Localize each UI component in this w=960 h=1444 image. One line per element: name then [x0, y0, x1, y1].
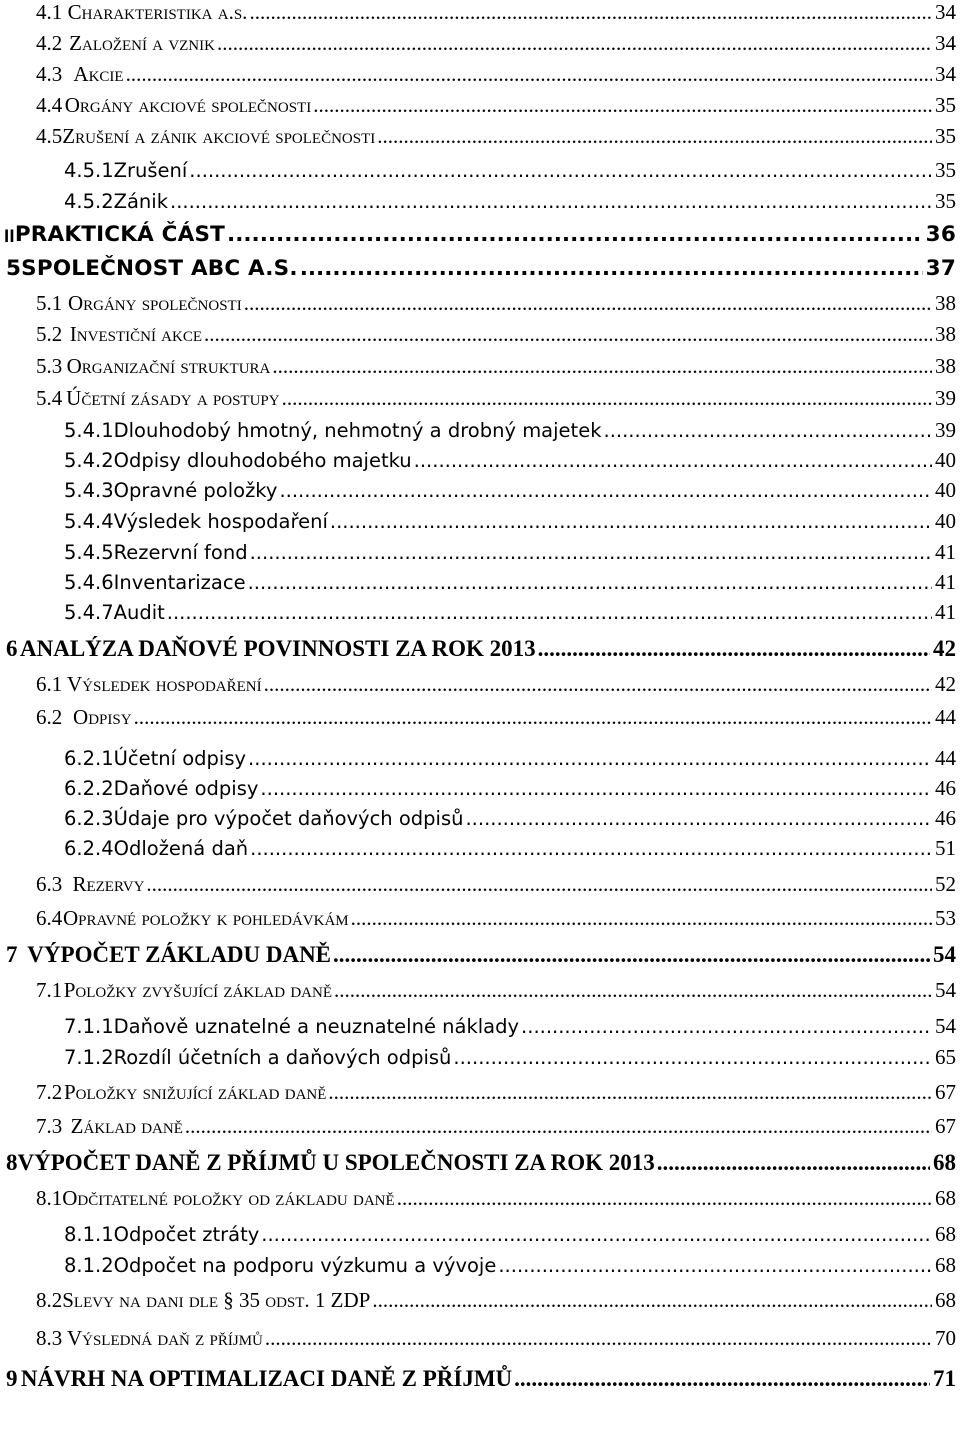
dot-leader [300, 256, 923, 281]
toc-entry-page-number: 42 [933, 636, 956, 661]
toc-entry-title: ANALÝZA DAŇOVÉ POVINNOSTI ZA ROK 2013 [20, 636, 536, 661]
toc-entry-title: Rozdíl účetních a daňových odpisů [113, 1046, 452, 1069]
toc-entry-page-number: 71 [933, 1366, 956, 1391]
toc-entry-number: 7.1.2 [64, 1046, 114, 1069]
toc-entry[interactable] [0, 1080, 956, 1110]
toc-entry-title: Rezervy [72, 872, 145, 896]
toc-entry-title: Daňově uznatelné a neuznatelné náklady [113, 1015, 520, 1038]
dot-leader [167, 601, 932, 624]
toc-entry-title: Organizační struktura [66, 354, 271, 378]
dot-leader [351, 906, 932, 931]
toc-entry-number: 7 [6, 942, 18, 967]
toc-entry-page-number: 42 [935, 672, 956, 696]
toc-entry-number: 5.4.7 [64, 601, 114, 624]
toc-entry-number: 4.3 [36, 62, 63, 86]
dot-leader [189, 159, 932, 182]
toc-entry-title: Opravné položky [113, 479, 278, 502]
toc-entry-title: Odpočet ztráty [113, 1223, 260, 1246]
toc-entry[interactable] [0, 93, 956, 123]
toc-entry-number: 6 [6, 636, 18, 661]
toc-entry[interactable] [0, 1222, 956, 1252]
toc-entry-number: 4.1 [36, 0, 63, 24]
toc-entry-title: Audit [113, 601, 165, 624]
toc-entry-number: 8.1 [36, 1186, 63, 1210]
toc-entry-title: Orgány společnosti [67, 291, 242, 315]
toc-entry-number: 8.1.1 [64, 1223, 114, 1246]
toc-entry-page-number: 39 [935, 386, 956, 410]
toc-entry-number: 5.1 [36, 291, 63, 315]
toc-entry-title: NÁVRH NA OPTIMALIZACI DANĚ Z PŘÍJMŮ [20, 1366, 513, 1391]
dot-leader [498, 1254, 932, 1277]
dot-leader [260, 777, 932, 800]
toc-entry-number: 5.4.4 [64, 510, 114, 533]
toc-entry-page-number: 35 [935, 124, 956, 148]
toc-entry[interactable] [0, 1014, 956, 1044]
toc-entry-page-number: 38 [935, 354, 956, 378]
toc-entry-title: PRAKTICKÁ ČÁST [14, 222, 226, 247]
toc-entry-page-number: 54 [935, 1014, 956, 1038]
toc-entry[interactable] [0, 322, 956, 352]
toc-entry-page-number: 54 [933, 942, 956, 967]
toc-entry-title: Charakteristika a.s. [67, 0, 248, 24]
toc-entry-page-number: 36 [925, 222, 956, 247]
toc-entry-number: II [4, 227, 15, 247]
toc-entry-number: 5 [6, 256, 22, 281]
toc-entry-title: Zánik [113, 190, 169, 213]
toc-entry-page-number: 41 [935, 540, 956, 564]
toc-entry-title: Účetní zásady a postupy [66, 386, 280, 410]
toc-entry-number: 8.3 [36, 1326, 63, 1350]
dot-leader [272, 354, 932, 379]
toc-entry-number: 8.2 [36, 1288, 63, 1312]
toc-entry-title: VÝPOČET ZÁKLADU DANĚ [27, 942, 332, 967]
toc-entry-number: 7.1.1 [64, 1015, 114, 1038]
toc-entry-title: Odpisy [73, 705, 132, 729]
dot-leader [250, 541, 932, 564]
toc-entry[interactable] [0, 1326, 956, 1356]
toc-entry[interactable] [0, 1288, 956, 1318]
toc-entry-title: Výsledná daň z příjmů [66, 1326, 263, 1350]
toc-entry-page-number: 68 [935, 1288, 956, 1312]
toc-entry-title: Orgány akciové společnosti [64, 93, 312, 117]
toc-entry[interactable] [0, 124, 956, 154]
toc-entry-number: 4.2 [36, 31, 63, 55]
toc-entry-page-number: 35 [935, 189, 956, 213]
toc-entry-number: 5.3 [36, 354, 63, 378]
toc-entry-number: 7.3 [36, 1114, 63, 1138]
toc-entry-title: Položky snižující základ daně [64, 1080, 327, 1104]
dot-leader [264, 672, 932, 697]
toc-entry-page-number: 38 [935, 291, 956, 315]
toc-entry-page-number: 52 [935, 872, 956, 896]
toc-entry[interactable] [0, 509, 956, 539]
toc-entry-page-number: 37 [925, 256, 956, 281]
toc-entry-page-number: 34 [935, 31, 956, 55]
dot-leader [217, 31, 932, 56]
toc-entry-page-number: 39 [935, 418, 956, 442]
toc-entry-title: Odpočet na podporu výzkumu a vývoje [113, 1254, 497, 1277]
toc-entry-title: Výsledek hospodaření [113, 510, 328, 533]
toc-entry-page-number: 53 [935, 906, 956, 930]
toc-entry-title: Dlouhodobý hmotný, nehmotný a drobný majetek [113, 419, 602, 442]
toc-entry-number: 5.4.6 [64, 571, 114, 594]
toc-entry[interactable] [0, 746, 956, 776]
dot-leader [261, 1223, 932, 1246]
toc-entry-number: 9 [6, 1366, 18, 1391]
toc-entry-title: Zrušení a zánik akciové společnosti [62, 124, 376, 148]
dot-leader [604, 419, 933, 442]
toc-entry-page-number: 35 [935, 93, 956, 117]
toc-entry-page-number: 41 [935, 570, 956, 594]
toc-entry[interactable] [0, 256, 956, 286]
toc-entry-number: 5.4.5 [64, 541, 114, 564]
toc-entry[interactable] [0, 291, 956, 321]
dot-leader [244, 291, 932, 316]
toc-entry-number: 6.2.3 [64, 807, 114, 830]
toc-entry-page-number: 41 [935, 600, 956, 624]
toc-entry-number: 4.5 [36, 124, 63, 148]
toc-entry[interactable] [0, 942, 956, 972]
toc-entry-title: Odpisy dlouhodobého majetku [113, 449, 412, 472]
toc-entry-title: VÝPOČET DANĚ Z PŘÍJMŮ U SPOLEČNOSTI ZA ROK 2013 [17, 1150, 655, 1175]
toc-entry-title: Účetní odpisy [113, 747, 247, 770]
toc-entry[interactable] [0, 636, 956, 666]
toc-entry-number: 4.5.1 [64, 159, 114, 182]
toc-entry[interactable] [0, 906, 956, 936]
toc-entry[interactable] [0, 189, 956, 219]
dot-leader [414, 449, 932, 472]
toc-entry-title: Základ daně [70, 1114, 183, 1138]
toc-entry[interactable] [0, 978, 956, 1008]
toc-entry-page-number: 70 [935, 1326, 956, 1350]
toc-entry[interactable] [0, 31, 956, 61]
toc-entry[interactable] [0, 158, 956, 188]
toc-entry-page-number: 65 [935, 1045, 956, 1069]
toc-entry-number: 5.4.2 [64, 449, 114, 472]
dot-leader [248, 571, 932, 594]
toc-entry-number: 5.4 [36, 386, 63, 410]
toc-entry-title: Založení a vznik [69, 31, 215, 55]
dot-leader [377, 124, 932, 149]
toc-entry-number: 5.2 [36, 322, 63, 346]
toc-entry[interactable] [0, 672, 956, 702]
toc-entry[interactable] [0, 806, 956, 836]
toc-entry-page-number: 44 [935, 746, 956, 770]
dot-leader [227, 222, 923, 247]
dot-leader [204, 322, 932, 347]
toc-entry[interactable] [0, 1150, 956, 1180]
toc-entry-number: 5.4.1 [64, 419, 114, 442]
toc-entry-title: Odložená daň [113, 837, 249, 860]
dot-leader [250, 837, 932, 860]
dot-leader [279, 479, 932, 502]
toc-entry[interactable] [0, 354, 956, 384]
dot-leader [328, 1080, 932, 1105]
toc-entry-page-number: 54 [935, 978, 956, 1002]
toc-entry-number: 6.1 [36, 672, 63, 696]
toc-entry[interactable] [0, 448, 956, 478]
toc-entry[interactable] [0, 386, 956, 416]
dot-leader [282, 386, 932, 411]
toc-entry-page-number: 67 [934, 1114, 956, 1138]
dot-leader [248, 747, 932, 770]
toc-entry-page-number: 40 [935, 509, 956, 533]
dot-leader [333, 942, 930, 968]
dot-leader [313, 93, 932, 118]
dot-leader [657, 1150, 930, 1176]
toc-entry-page-number: 68 [935, 1222, 956, 1246]
toc-entry-title: Rezervní fond [113, 541, 248, 564]
toc-entry-title: Položky zvyšující základ daně [63, 978, 332, 1002]
toc-entry-title: Inventarizace [113, 571, 246, 594]
dot-leader [465, 807, 932, 830]
dot-leader [453, 1046, 932, 1069]
toc-entry[interactable] [0, 872, 956, 902]
toc-entry-page-number: 35 [935, 158, 956, 182]
toc-entry-page-number: 46 [935, 806, 956, 830]
toc-entry-page-number: 34 [935, 0, 956, 24]
dot-leader [397, 1186, 932, 1211]
toc-entry[interactable] [0, 600, 956, 630]
toc-entry-number: 6.2.1 [64, 747, 114, 770]
dot-leader [146, 872, 932, 897]
toc-entry-title: SPOLEČNOST ABC A.S. [21, 256, 298, 281]
toc-entry-number: 8 [6, 1150, 18, 1175]
toc-entry[interactable] [0, 540, 956, 570]
toc-entry-page-number: 40 [935, 448, 956, 472]
toc-entry-page-number: 40 [935, 478, 956, 502]
toc-entry-number: 7.1 [36, 978, 63, 1002]
dot-leader [170, 190, 932, 213]
dot-leader [334, 978, 932, 1003]
toc-entry-title: Odčitatelné položky od základu daně [62, 1186, 395, 1210]
dot-leader [521, 1015, 932, 1038]
toc-entry-title: Výsledek hospodaření [67, 672, 262, 696]
toc-entry[interactable] [0, 776, 956, 806]
dot-leader [514, 1366, 930, 1392]
toc-entry-page-number: 51 [935, 836, 956, 860]
toc-entry-page-number: 68 [933, 1150, 956, 1175]
toc-entry[interactable] [0, 570, 956, 600]
dot-leader [372, 1288, 932, 1313]
dot-leader [249, 0, 932, 25]
toc-entry-page-number: 68 [935, 1186, 956, 1210]
toc-entry-title: Akcie [73, 62, 124, 86]
toc-entry[interactable] [0, 478, 956, 508]
toc-entry[interactable] [0, 1253, 956, 1283]
toc-entry-number: 5.4.3 [64, 479, 114, 502]
toc-entry[interactable] [0, 418, 956, 448]
toc-entry-number: 6.4 [36, 906, 63, 930]
toc-entry-number: 4.4 [36, 93, 63, 117]
toc-entry-number: 4.5.2 [64, 190, 114, 213]
toc-entry-title: Zrušení [113, 159, 188, 182]
toc-entry[interactable] [0, 836, 956, 866]
toc-entry-number: 8.1.2 [64, 1254, 114, 1277]
toc-entry-page-number: 67 [935, 1080, 956, 1104]
toc-entry-title: Údaje pro výpočet daňových odpisů [113, 807, 464, 830]
dot-leader [185, 1114, 932, 1139]
toc-entry-title: Slevy na dani dle § 35 odst. 1 ZDP [62, 1288, 371, 1312]
toc-entry-page-number: 44 [935, 705, 956, 729]
toc-entry[interactable] [0, 1186, 956, 1216]
toc-entry[interactable] [0, 222, 956, 252]
toc-entry[interactable] [0, 0, 956, 30]
dot-leader [538, 636, 930, 662]
dot-leader [265, 1326, 932, 1351]
toc-entry-number: 7.2 [36, 1080, 63, 1104]
toc-entry-page-number: 46 [935, 776, 956, 800]
toc-entry[interactable] [0, 1114, 956, 1144]
toc-entry[interactable] [0, 62, 956, 92]
toc-entry-number: 6.2 [36, 705, 63, 729]
toc-entry[interactable] [0, 1366, 956, 1396]
toc-entry-number: 6.3 [36, 872, 63, 896]
toc-entry-page-number: 34 [935, 62, 956, 86]
dot-leader [134, 705, 932, 730]
toc-entry-title: Investiční akce [69, 322, 203, 346]
toc-entry-title: Opravné položky k pohledávkám [62, 906, 349, 930]
toc-entry[interactable] [0, 705, 956, 735]
toc-entry-number: 6.2.2 [64, 777, 114, 800]
dot-leader [330, 510, 932, 533]
toc-entry-page-number: 68 [935, 1253, 956, 1277]
dot-leader [126, 62, 932, 87]
toc-entry-page-number: 38 [935, 322, 956, 346]
toc-entry-number: 6.2.4 [64, 837, 114, 860]
toc-entry-title: Daňové odpisy [113, 777, 259, 800]
toc-entry[interactable] [0, 1045, 956, 1075]
